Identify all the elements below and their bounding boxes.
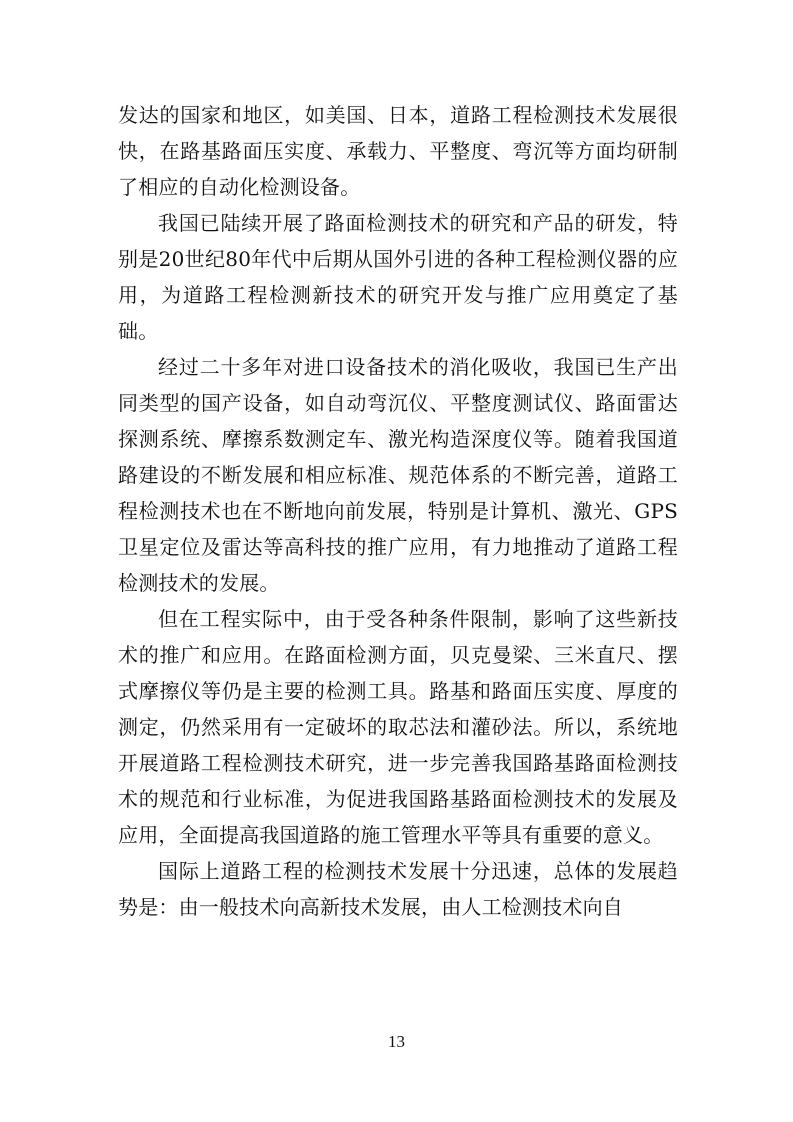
paragraph-4: 但在工程实际中，由于受各种条件限制，影响了这些新技术的推广和应用。在路面检测方面，贝克曼梁、三米直尺、摆式摩擦仪等仍是主要的检测工具。路基和路面压实度、厚度的测定，仍然采用有一定破坏的取芯法和灌砂法。所以，系统地开展道路工程检测技术研究，进一步完善我国路基路面检测技术的规范和行业标准，为促进我国路基路面检测技术的发展及应用，全面提高我国道路的施工管理水平等具有重要的意义。: [118, 607, 678, 847]
paragraph-3: 经过二十多年对进口设备技术的消化吸收，我国已生产出同类型的国产设备，如自动弯沉仪、平整度测试仪、路面雷达探测系统、摩擦系数测定车、激光构造深度仪等。随着我国道路建设的不断发展和相应标准、规范体系的不断完善，道路工程检测技术也在不断地向前发展，特别是计算机、激光、GPS卫星定位及雷达等高科技的推广应用，有力地推动了道路工程检测技术的发展。: [118, 355, 678, 595]
paragraph-5: 国际上道路工程的检测技术发展十分迅速，总体的发展趋势是：由一般技术向高新技术发展，由人工检测技术向自: [118, 859, 678, 919]
paragraph-1: 发达的国家和地区，如美国、日本，道路工程检测技术发展很快，在路基路面压实度、承载力、平整度、弯沉等方面均研制了相应的自动化检测设备。: [118, 103, 678, 199]
page-number: 13: [388, 1032, 405, 1051]
body-text: [118, 97, 678, 925]
paragraph-2: 我国已陆续开展了路面检测技术的研究和产品的研发，特别是20世纪80年代中后期从国外引进的各种工程检测仪器的应用，为道路工程检测新技术的研究开发与推广应用奠定了基础。: [118, 211, 678, 343]
